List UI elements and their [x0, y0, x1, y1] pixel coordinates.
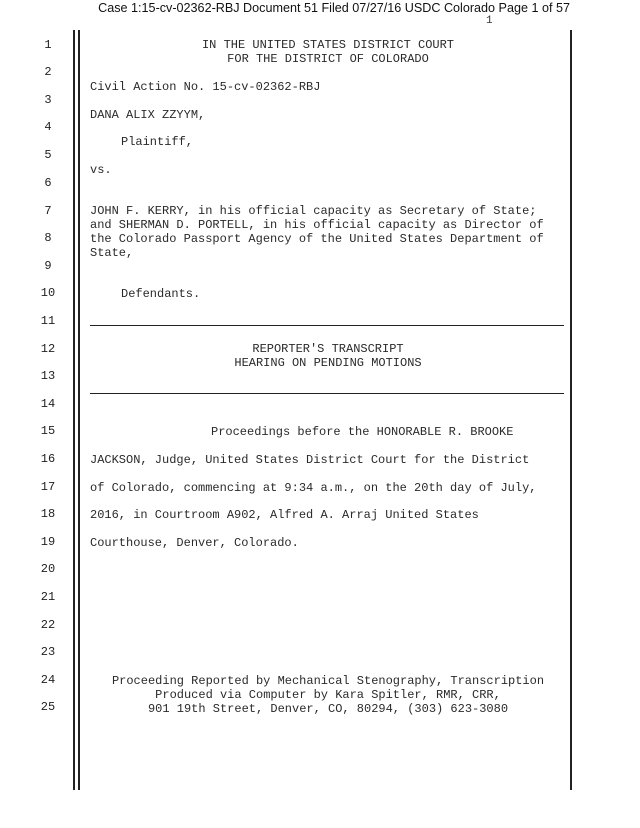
defendants-line: JOHN F. KERRY, in his official capacity as Secretary of State; — [90, 204, 537, 218]
hearing-title: HEARING ON PENDING MOTIONS — [234, 356, 422, 370]
line-number: 15 — [40, 424, 56, 438]
defendants-line: and SHERMAN D. PORTELL, in his official capacity as Director of — [90, 218, 544, 232]
line-number: 17 — [40, 480, 56, 494]
line-number: 23 — [40, 645, 56, 659]
line-number: 9 — [44, 259, 52, 273]
right-margin-rule — [570, 30, 572, 790]
divider-bottom — [90, 393, 564, 394]
defendants-label: Defendants. — [121, 287, 201, 301]
case-header-stamp: Case 1:15-cv-02362-RBJ Document 51 Filed 07/27/16 USDC Colorado Page 1 of 57 — [98, 1, 570, 15]
page-number: 1 — [486, 15, 493, 27]
reporter-note-line2: Produced via Computer by Kara Spitler, RMR, CRR, — [155, 688, 501, 702]
line-number: 25 — [40, 700, 56, 714]
court-name-line2: FOR THE DISTRICT OF COLORADO — [227, 52, 429, 66]
line-number: 12 — [40, 342, 56, 356]
line-number: 24 — [40, 673, 56, 687]
line-number: 2 — [44, 65, 52, 79]
line-number: 16 — [40, 452, 56, 466]
line-number: 1 — [44, 38, 52, 52]
reporter-note-line1: Proceeding Reported by Mechanical Stenography, Transcription — [111, 674, 545, 688]
line-number: 18 — [40, 507, 56, 521]
line-number: 10 — [40, 286, 56, 300]
divider-top — [90, 325, 564, 326]
plaintiff-label: Plaintiff, — [121, 135, 194, 149]
line-number: 19 — [40, 535, 56, 549]
line-number: 6 — [44, 176, 52, 190]
line-number: 21 — [40, 590, 56, 604]
proceedings-line: Courthouse, Denver, Colorado. — [90, 536, 299, 550]
defendants-line: State, — [90, 246, 134, 260]
transcript-title: REPORTER'S TRANSCRIPT — [252, 342, 404, 356]
left-margin-rule-inner — [78, 30, 80, 790]
proceedings-line: of Colorado, commencing at 9:34 a.m., on the 20th day of July, — [90, 481, 537, 495]
line-number: 8 — [44, 231, 52, 245]
line-number: 13 — [40, 369, 56, 383]
proceedings-line: Proceedings before the HONORABLE R. BROOKE — [211, 425, 514, 439]
line-number: 11 — [40, 314, 56, 328]
line-number: 7 — [44, 204, 52, 218]
line-number: 22 — [40, 618, 56, 632]
proceedings-line: 2016, in Courtroom A902, Alfred A. Arraj United States — [90, 508, 479, 522]
versus: vs. — [90, 163, 112, 177]
line-number: 5 — [44, 148, 52, 162]
line-number: 20 — [40, 562, 56, 576]
reporter-address: 901 19th Street, Denver, CO, 80294, (303) 623-3080 — [147, 702, 509, 716]
defendants-line: the Colorado Passport Agency of the United States Department of — [90, 232, 544, 246]
proceedings-line: JACKSON, Judge, United States District Court for the District — [90, 453, 530, 467]
line-number: 14 — [40, 397, 56, 411]
court-name-line1: IN THE UNITED STATES DISTRICT COURT — [201, 38, 455, 52]
line-number: 4 — [44, 120, 52, 134]
civil-action-number: Civil Action No. 15-cv-02362-RBJ — [90, 80, 321, 94]
left-margin-rule-outer — [73, 30, 75, 790]
plaintiff-name: DANA ALIX ZZYYM, — [90, 108, 206, 122]
line-number: 3 — [44, 93, 52, 107]
